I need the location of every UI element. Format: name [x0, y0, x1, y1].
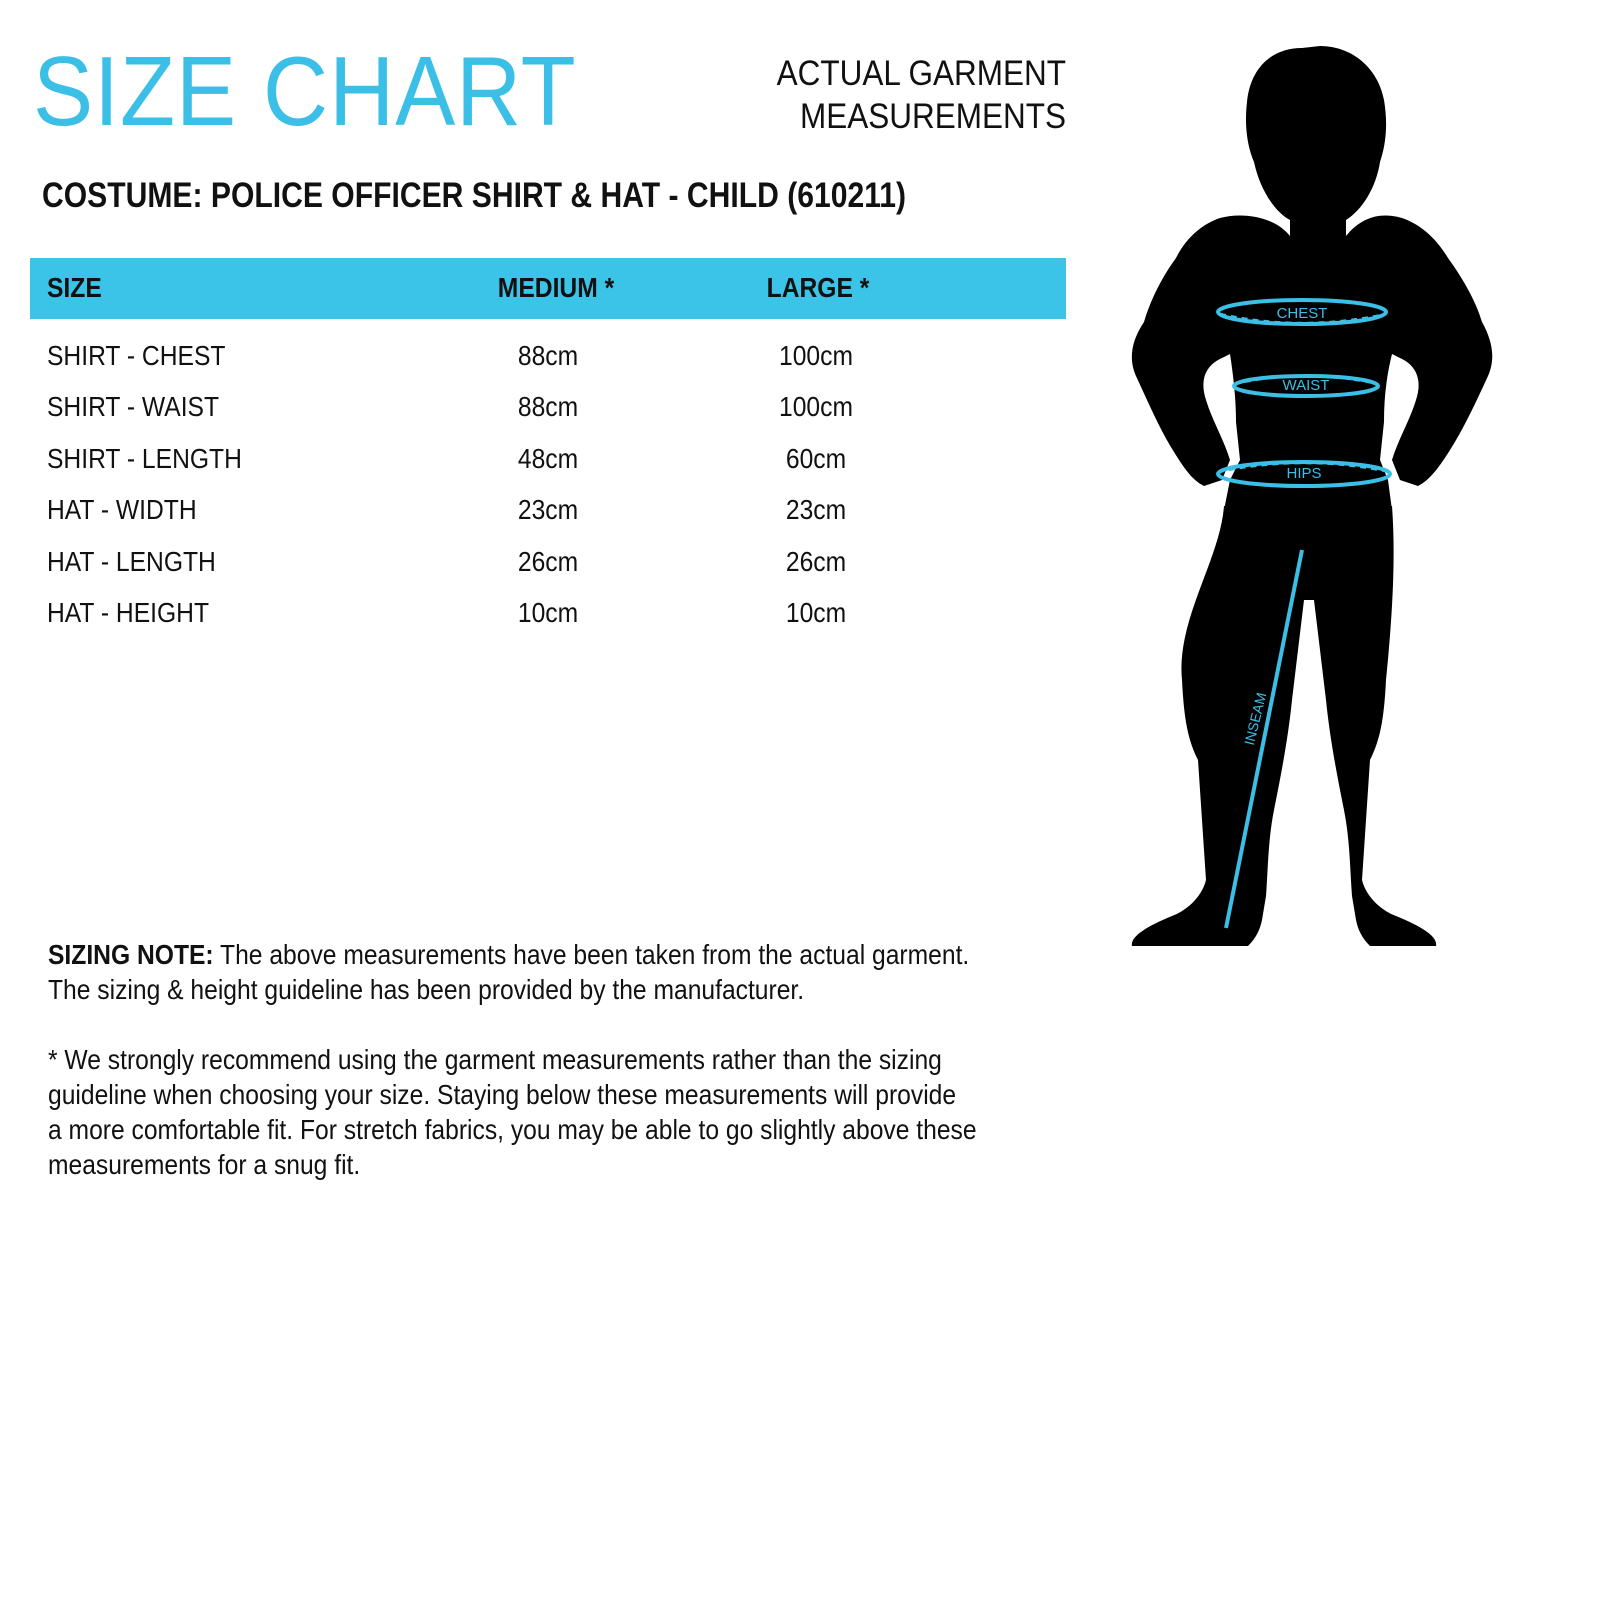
row-label: SHIRT - LENGTH: [47, 443, 242, 474]
row-label: SHIRT - WAIST: [47, 391, 220, 422]
silhouette: [1132, 46, 1492, 946]
column-header-size: SIZE: [47, 272, 102, 303]
subtitle-line-2: MEASUREMENTS: [799, 97, 1066, 136]
sizing-note-line-1: [48, 937, 970, 972]
row-medium-value: 26cm: [517, 546, 579, 577]
inseam-label: INSEAM: [1240, 690, 1270, 747]
row-large-value: 23cm: [785, 494, 847, 525]
column-header-medium: MEDIUM *: [497, 272, 615, 303]
chest-label: CHEST: [1276, 305, 1328, 322]
row-large-value: 60cm: [785, 443, 847, 474]
row-medium-value: 10cm: [517, 597, 579, 628]
recommend-line-1: * We strongly recommend using the garment measurements rather than the sizing: [48, 1044, 942, 1075]
subtitle: [706, 52, 1066, 138]
page-title: SIZE CHART: [33, 36, 577, 146]
row-medium-value: 48cm: [517, 443, 579, 474]
sizing-note-line-2: The sizing & height guideline has been provided by the manufacturer.: [48, 974, 805, 1005]
waist-label: WAIST: [1282, 377, 1330, 394]
row-label: HAT - WIDTH: [47, 494, 197, 525]
costume-title: COSTUME: POLICE OFFICER SHIRT & HAT - CHILD (610211): [42, 176, 907, 215]
column-header-large: LARGE *: [766, 272, 870, 303]
child-silhouette-figure: [1130, 40, 1570, 980]
hips-label: HIPS: [1286, 465, 1322, 482]
recommend-line-3: a more comfortable fit. For stretch fabrics, you may be able to go slightly above these: [48, 1114, 977, 1145]
row-medium-value: 88cm: [517, 391, 579, 422]
row-large-value: 100cm: [779, 340, 853, 371]
row-large-value: 100cm: [779, 391, 853, 422]
row-label: HAT - HEIGHT: [47, 597, 209, 628]
silhouette-legs: [1132, 506, 1436, 946]
sizing-notes: [48, 937, 977, 1182]
sizing-note-label: SIZING NOTE:: [48, 939, 214, 970]
subtitle-line-1: ACTUAL GARMENT: [776, 54, 1066, 93]
row-large-value: 26cm: [785, 546, 847, 577]
sizing-note-text: The above measurements have been taken from the actual garment.: [213, 939, 970, 970]
recommend-line-4: measurements for a snug fit.: [48, 1149, 361, 1180]
row-medium-value: 23cm: [517, 494, 579, 525]
row-label: HAT - LENGTH: [47, 546, 216, 577]
row-large-value: 10cm: [785, 597, 847, 628]
recommend-line-2: guideline when choosing your size. Staying below these measurements will provide: [48, 1079, 957, 1110]
row-label: SHIRT - CHEST: [47, 340, 226, 371]
silhouette-head: [1246, 46, 1386, 238]
row-medium-value: 88cm: [517, 340, 579, 371]
